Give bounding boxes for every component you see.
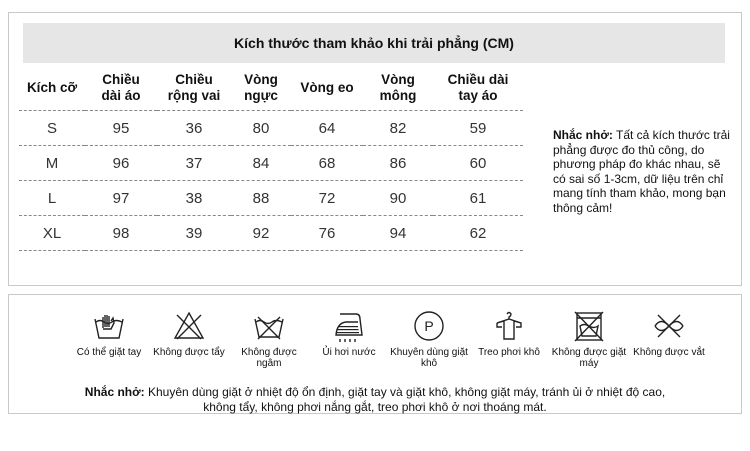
size-value-cell: 37: [157, 146, 231, 181]
size-note-label: Nhắc nhở:: [553, 128, 613, 142]
dry-clean-icon: [412, 309, 446, 343]
size-value-cell: 38: [157, 181, 231, 216]
care-item-no-soak: [229, 309, 309, 369]
care-note-label: Nhắc nhở:: [84, 385, 145, 399]
header-sleeve: Chiều dài tay áo: [433, 66, 523, 111]
care-label-no-soak: Không được ngâm: [241, 347, 297, 369]
care-panel: [8, 294, 742, 414]
no-soak-icon: [252, 309, 286, 343]
size-value-cell: 88: [231, 181, 291, 216]
size-label-cell: S: [19, 111, 85, 146]
size-value-cell: 64: [291, 111, 363, 146]
size-value-cell: 62: [433, 216, 523, 251]
size-value-cell: 94: [363, 216, 433, 251]
care-item-no-wring: [629, 309, 709, 358]
care-note: [9, 385, 741, 415]
care-label-dry-clean: Khuyên dùng giặt khô: [390, 347, 468, 369]
size-value-cell: 84: [231, 146, 291, 181]
size-chart-title: Kích thước tham khảo khi trải phẳng (CM): [23, 23, 725, 63]
size-chart-panel: [8, 12, 742, 286]
care-item-no-machine-wash: [549, 309, 629, 369]
size-row-m: [19, 146, 523, 181]
size-value-cell: 68: [291, 146, 363, 181]
steam-iron-icon: [332, 309, 366, 343]
size-row-xl: [19, 216, 523, 251]
care-item-no-bleach: [149, 309, 229, 358]
size-value-cell: 59: [433, 111, 523, 146]
size-value-cell: 97: [85, 181, 157, 216]
size-note-text: Tất cả kích thước trải phẳng được đo thủ công, do phương pháp đo khác nhau, sẽ có sai số 1-3cm, dữ liệu trên chỉ mang tính tham khảo, mong bạn thông cảm!: [553, 128, 730, 215]
size-value-cell: 80: [231, 111, 291, 146]
size-label-cell: XL: [19, 216, 85, 251]
header-chest: Vòng ngực: [231, 66, 291, 111]
care-item-dry-clean: [389, 309, 469, 369]
size-value-cell: 76: [291, 216, 363, 251]
hang-dry-icon: [492, 309, 526, 343]
size-value-cell: 86: [363, 146, 433, 181]
size-value-cell: 60: [433, 146, 523, 181]
size-value-cell: 95: [85, 111, 157, 146]
svg-text:P: P: [424, 318, 434, 334]
size-value-cell: 72: [291, 181, 363, 216]
care-label-no-wring: Không được vắt: [633, 347, 705, 358]
size-value-cell: 96: [85, 146, 157, 181]
header-length: Chiều dài áo: [85, 66, 157, 111]
size-value-cell: 61: [433, 181, 523, 216]
size-value-cell: 90: [363, 181, 433, 216]
care-item-hang-dry: [469, 309, 549, 358]
size-row-l: [19, 181, 523, 216]
care-label-hang-dry: Treo phơi khô: [478, 347, 540, 358]
care-item-steam-iron: [309, 309, 389, 358]
size-value-cell: 39: [157, 216, 231, 251]
size-label-cell: M: [19, 146, 85, 181]
size-table-body: [19, 111, 523, 251]
size-value-cell: 98: [85, 216, 157, 251]
no-bleach-icon: [172, 309, 206, 343]
size-table-header-row: [19, 66, 523, 111]
care-note-line-1: Nhắc nhở: Khuyên dùng giặt ở nhiệt độ ổn định, giặt tay và giặt khô, không giặt máy, tránh ủi ở nhiệt độ cao,: [84, 385, 666, 399]
header-size: Kích cỡ: [19, 66, 85, 111]
header-shoulder: Chiều rộng vai: [157, 66, 231, 111]
size-table: [19, 66, 523, 251]
no-wring-icon: [652, 309, 686, 343]
care-item-hand-wash: [69, 309, 149, 358]
care-label-steam-iron: Ủi hơi nước: [322, 347, 376, 358]
size-row-s: [19, 111, 523, 146]
care-icons: [69, 309, 709, 379]
hand-wash-icon: [92, 309, 126, 343]
header-waist: Vòng eo: [291, 66, 363, 111]
care-label-no-machine-wash: Không được giặt máy: [551, 347, 627, 369]
size-value-cell: 36: [157, 111, 231, 146]
size-value-cell: 82: [363, 111, 433, 146]
size-note: [553, 128, 733, 215]
header-hip: Vòng mông: [363, 66, 433, 111]
no-machine-wash-icon: [572, 309, 606, 343]
care-label-hand-wash: Có thể giặt tay: [76, 347, 142, 358]
care-note-line-2: không tẩy, không phơi nắng gắt, treo phơi khô ở nơi thoáng mát.: [203, 400, 547, 414]
size-label-cell: L: [19, 181, 85, 216]
care-label-no-bleach: Không được tẩy: [153, 347, 225, 358]
size-value-cell: 92: [231, 216, 291, 251]
